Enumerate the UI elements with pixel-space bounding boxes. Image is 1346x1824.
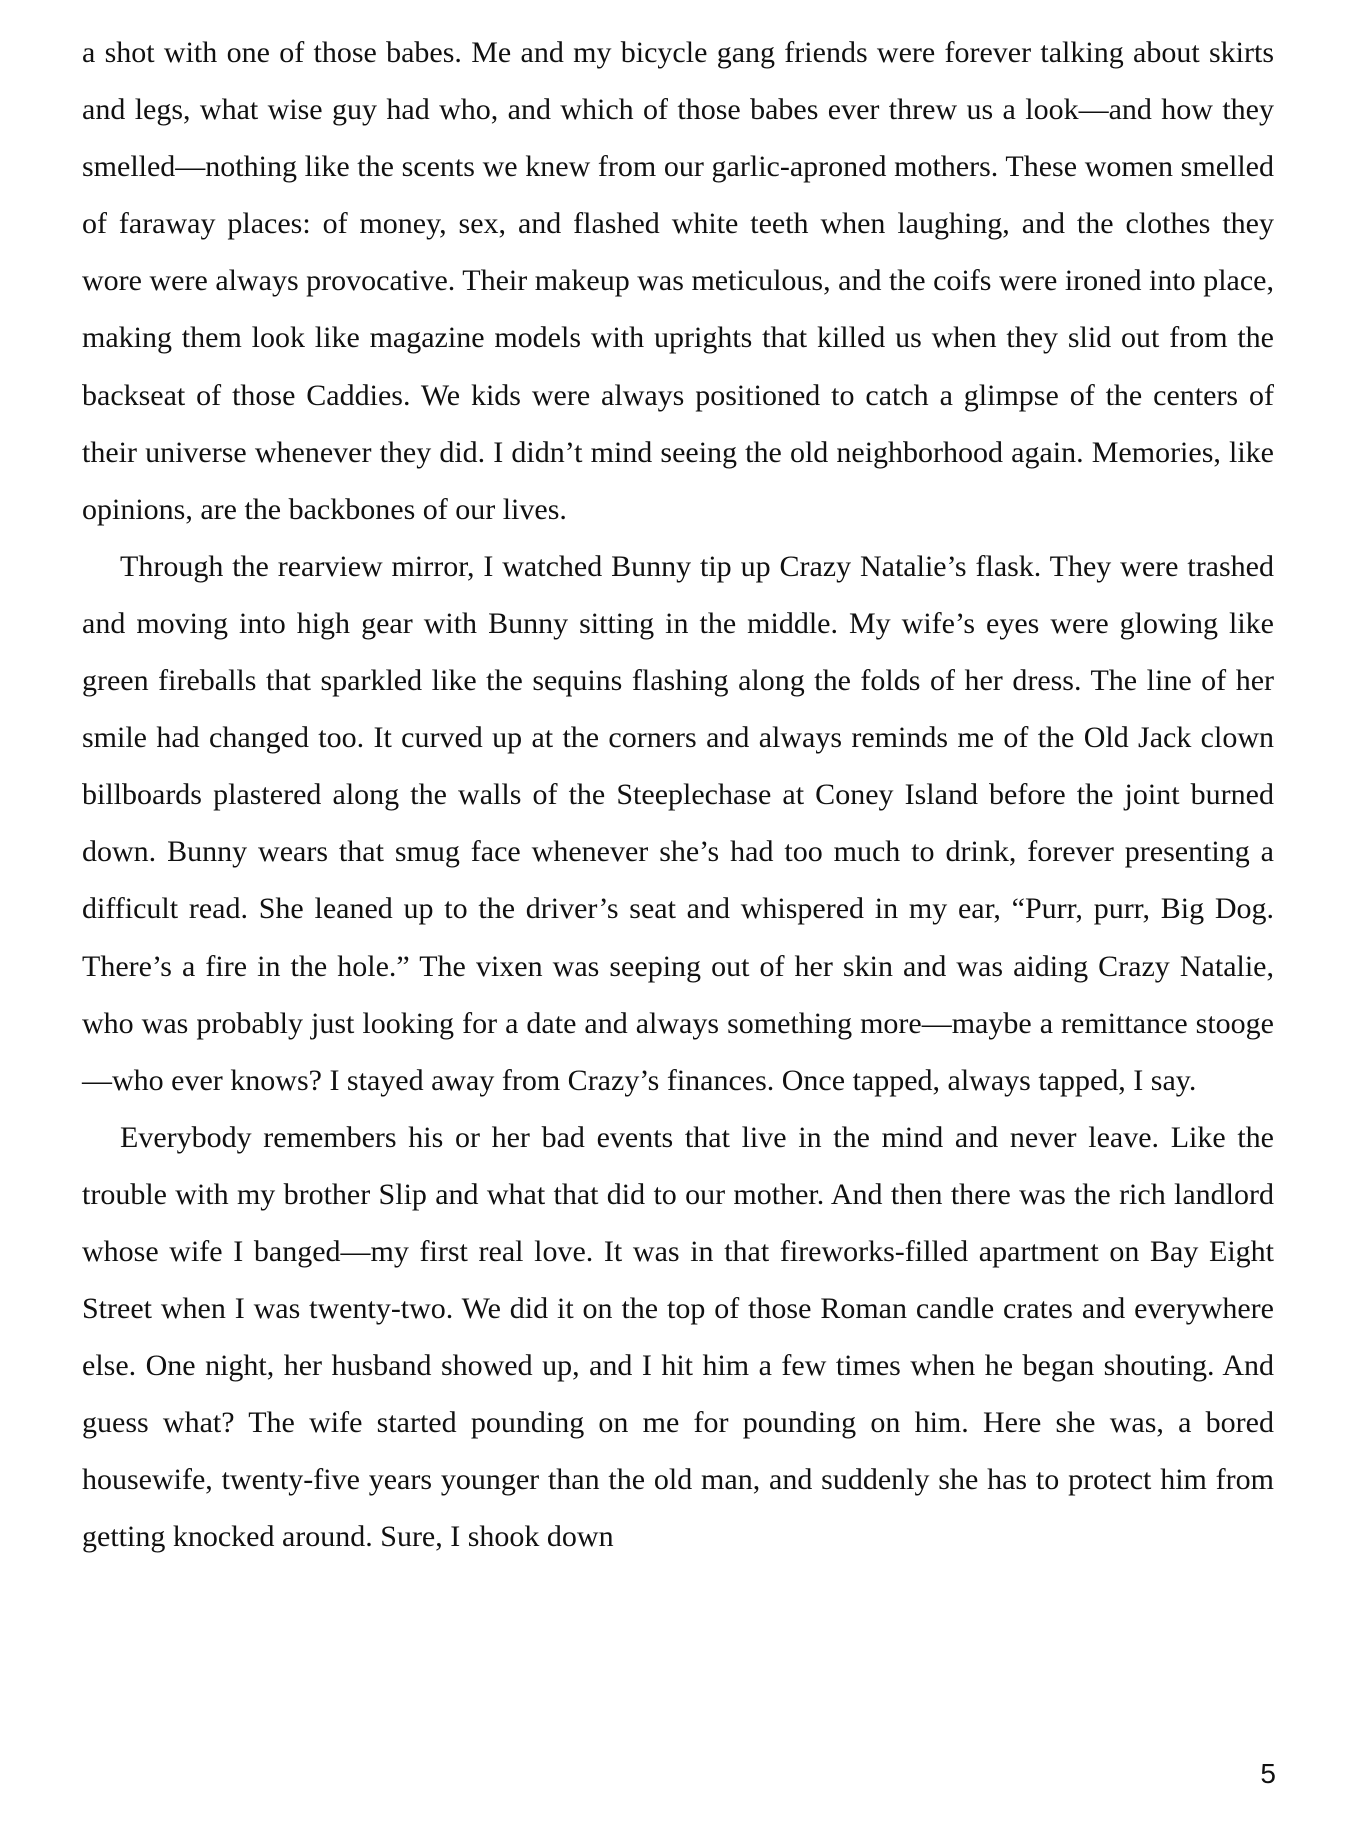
paragraph-2: Through the rearview mirror, I watched Bunny tip up Crazy Natalie’s flask. They were trashed and moving into high gear with Bunny sitting in the middle. My wife’s eyes were glowing like green fireballs that sparkled like the sequins flashing along the folds of her dress. The line of her smile had changed too. It curved up at the corners and always reminds me of the Old Jack clown billboards plastered along the walls of the Steeplechase at Coney Island before the joint burned down. Bunny wears that smug face whenever she’s had too much to drink, forever presenting a difficult read. She leaned up to the driver’s seat and whispered in my ear, “Purr, purr, Big Dog. There’s a fire in the hole.” The vixen was seeping out of her skin and was aiding Crazy Natalie, who was probably just looking for a date and always something more—maybe a remittance stooge—who ever knows? I stayed away from Crazy’s finances. Once tapped, always tapped, I say. bbox=[82, 549, 1274, 1097]
page-number: 5 bbox=[1260, 1758, 1276, 1789]
paragraph-1: a shot with one of those babes. Me and my bicycle gang friends were forever talking about skirts and legs, what wise guy had who, and which of those babes ever threw us a look—and how they smelled—nothing like the scents we knew from our garlic-aproned mothers. These women smelled of faraway places: of money, sex, and flashed white teeth when laughing, and the clothes they wore were always provocative. Their makeup was meticulous, and the coifs were ironed into place, making them look like magazine models with uprights that killed us when they slid out from the backseat of those Caddies. We kids were always positioned to catch a glimpse of the centers of their universe whenever they did. I didn’t mind seeing the old neighborhood again. Memories, like opinions, are the backbones of our lives. bbox=[82, 36, 1274, 526]
paragraph-3: Everybody remembers his or her bad events that live in the mind and never leave. Like the trouble with my brother Slip and what that did to our mother. And then there was the rich landlord whose wife I banged—my first real love. It was in that fireworks-filled apartment on Bay Eight Street when I was twenty-two. We did it on the top of those Roman candle crates and everywhere else. One night, her husband showed up, and I hit him a few times when he began shouting. And guess what? The wife started pounding on me for pounding on him. Here she was, a bored housewife, twenty-five years younger than the old man, and suddenly she has to protect him from getting knocked around. Sure, I shook down bbox=[82, 1120, 1274, 1554]
body-text bbox=[82, 24, 1274, 1566]
